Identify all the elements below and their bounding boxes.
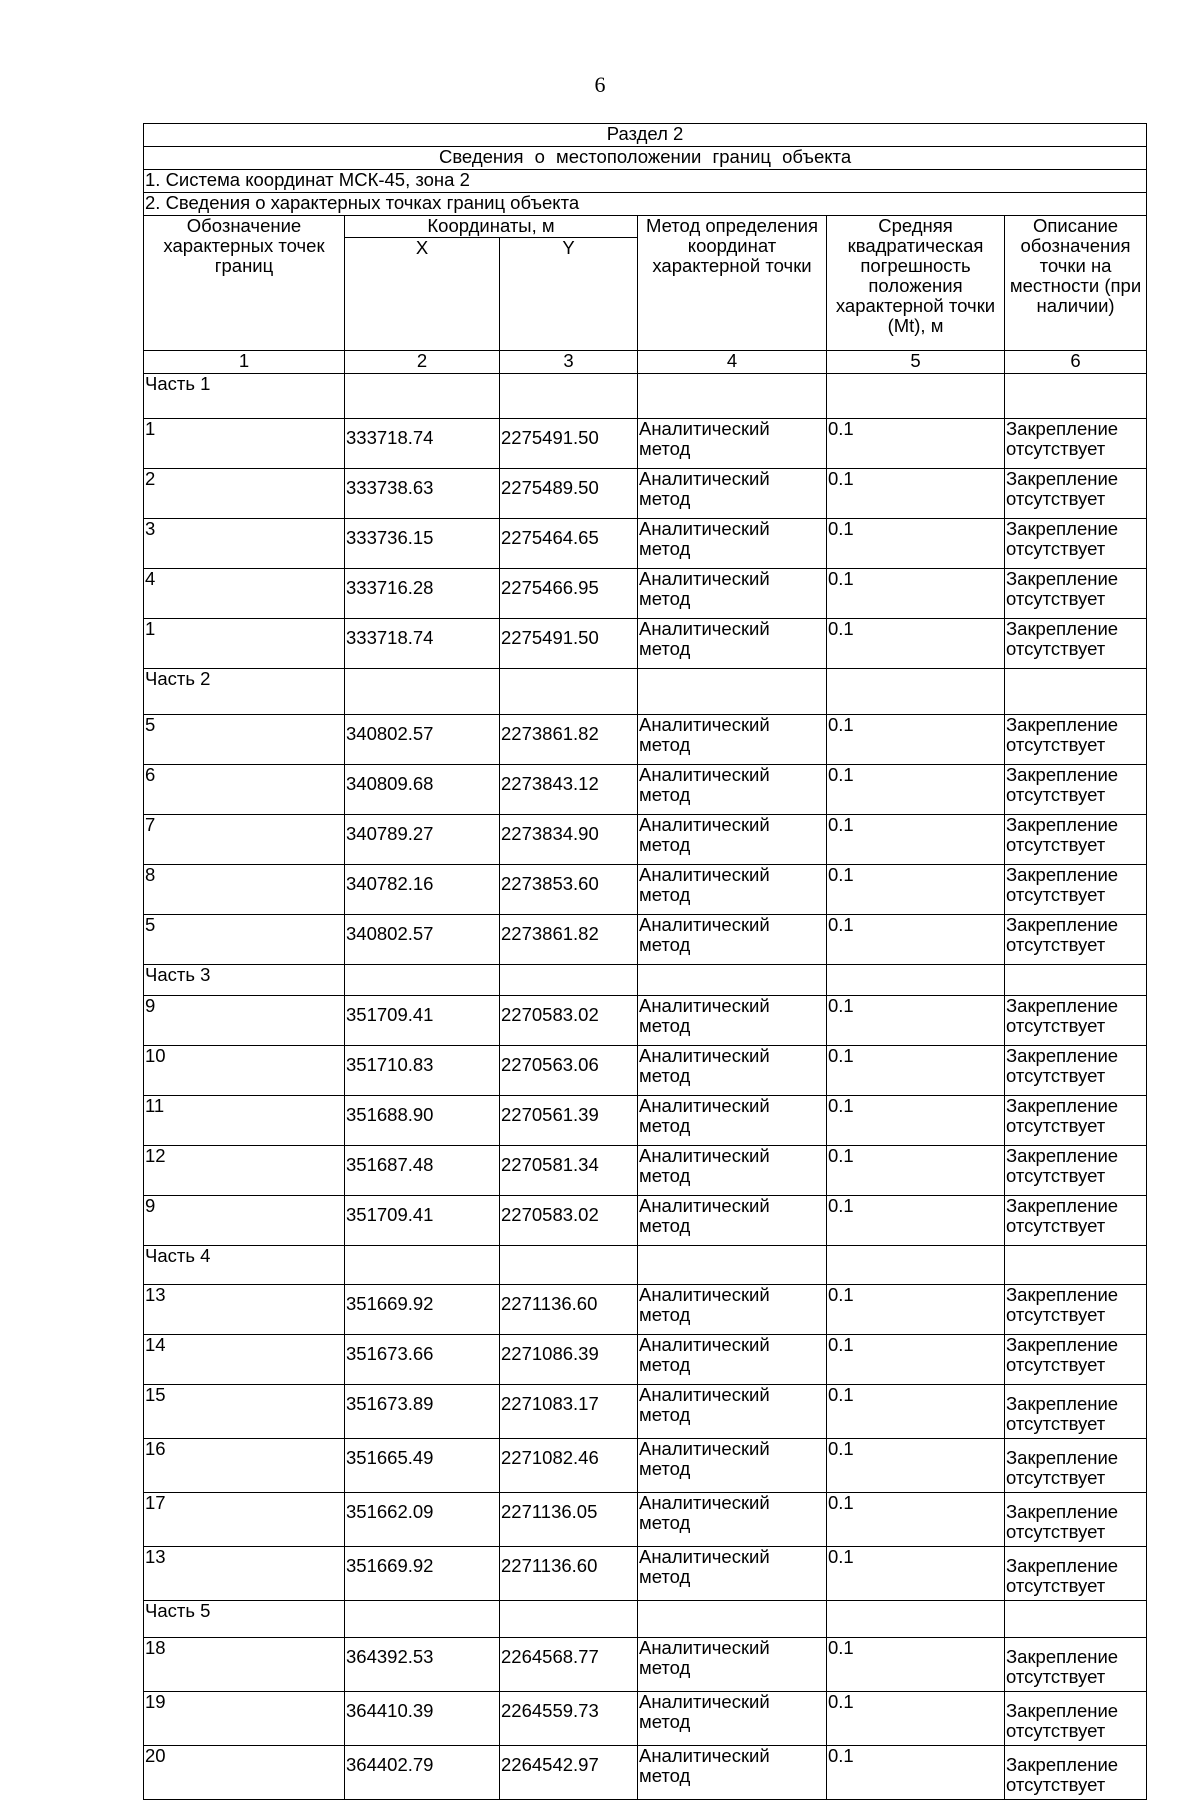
coordinate-x: 351669.92 [345, 1285, 500, 1335]
coordinate-y: 2271136.60 [500, 1285, 638, 1335]
table-row [144, 1096, 1147, 1146]
table-row [144, 1196, 1147, 1246]
point-number: 11 [144, 1096, 345, 1146]
accuracy-cell: 0.1 [827, 996, 1005, 1046]
method-cell: Аналитический метод [638, 765, 827, 815]
coordinate-y: 2275466.95 [500, 569, 638, 619]
section-title-row [144, 124, 1147, 147]
section-subtitle-row [144, 147, 1147, 170]
accuracy-cell: 0.1 [827, 1692, 1005, 1746]
accuracy-cell: 0.1 [827, 1196, 1005, 1246]
description-cell: Закрепление отсутствует [1005, 815, 1147, 865]
coordinate-y: 2275491.50 [500, 419, 638, 469]
header-method: Метод определения координат характерной точки [638, 216, 827, 351]
description-cell: Закрепление отсутствует [1005, 1385, 1147, 1439]
empty-cell [1005, 1246, 1147, 1285]
description-cell: Закрепление отсутствует [1005, 865, 1147, 915]
table-row [144, 1692, 1147, 1746]
header-row [144, 216, 1147, 238]
part-row [144, 1246, 1147, 1285]
coordinate-y: 2273853.60 [500, 865, 638, 915]
part-row [144, 1601, 1147, 1638]
part-label: Часть 1 [144, 374, 345, 419]
coordinate-y: 2273861.82 [500, 915, 638, 965]
method-cell: Аналитический метод [638, 1146, 827, 1196]
coordinate-x: 333736.15 [345, 519, 500, 569]
table-row [144, 915, 1147, 965]
empty-cell [500, 1601, 638, 1638]
accuracy-cell: 0.1 [827, 1746, 1005, 1800]
part-row [144, 669, 1147, 715]
coordinate-x: 340782.16 [345, 865, 500, 915]
table-row [144, 619, 1147, 669]
point-number: 20 [144, 1746, 345, 1800]
point-number: 15 [144, 1385, 345, 1439]
header-y: Y [500, 238, 638, 351]
empty-cell [500, 374, 638, 419]
point-number: 9 [144, 1196, 345, 1246]
coordinate-x: 351662.09 [345, 1493, 500, 1547]
method-cell: Аналитический метод [638, 815, 827, 865]
table-row [144, 815, 1147, 865]
description-cell: Закрепление отсутствует [1005, 1285, 1147, 1335]
part-label: Часть 4 [144, 1246, 345, 1285]
empty-cell [638, 374, 827, 419]
part-label: Часть 3 [144, 965, 345, 996]
method-cell: Аналитический метод [638, 519, 827, 569]
coordinate-x: 351709.41 [345, 996, 500, 1046]
coordinate-y: 2273834.90 [500, 815, 638, 865]
point-number: 2 [144, 469, 345, 519]
coordinate-y: 2270563.06 [500, 1046, 638, 1096]
empty-cell [827, 1246, 1005, 1285]
point-number: 1 [144, 619, 345, 669]
table-row [144, 765, 1147, 815]
description-cell: Закрепление отсутствует [1005, 996, 1147, 1046]
coordinate-y: 2275464.65 [500, 519, 638, 569]
column-number: 3 [500, 351, 638, 374]
accuracy-cell: 0.1 [827, 569, 1005, 619]
method-cell: Аналитический метод [638, 1638, 827, 1692]
table-row [144, 1146, 1147, 1196]
description-cell: Закрепление отсутствует [1005, 569, 1147, 619]
table-row [144, 865, 1147, 915]
empty-cell [827, 965, 1005, 996]
coordinate-y: 2270583.02 [500, 1196, 638, 1246]
header-designation: Обозначение характерных точек границ [144, 216, 345, 351]
accuracy-cell: 0.1 [827, 1046, 1005, 1096]
coordinate-y: 2271136.05 [500, 1493, 638, 1547]
accuracy-cell: 0.1 [827, 715, 1005, 765]
table-row [144, 1638, 1147, 1692]
description-cell: Закрепление отсутствует [1005, 1096, 1147, 1146]
empty-cell [500, 1246, 638, 1285]
description-cell: Закрепление отсутствует [1005, 1493, 1147, 1547]
header-description: Описание обозначения точки на местности (при наличии) [1005, 216, 1147, 351]
accuracy-cell: 0.1 [827, 1547, 1005, 1601]
point-number: 7 [144, 815, 345, 865]
description-cell: Закрепление отсутствует [1005, 419, 1147, 469]
accuracy-cell: 0.1 [827, 915, 1005, 965]
table-row [144, 469, 1147, 519]
coordinate-x: 364402.79 [345, 1746, 500, 1800]
point-number: 16 [144, 1439, 345, 1493]
description-cell: Закрепление отсутствует [1005, 1335, 1147, 1385]
method-cell: Аналитический метод [638, 469, 827, 519]
empty-cell [345, 1246, 500, 1285]
column-number: 4 [638, 351, 827, 374]
coordinate-y: 2271082.46 [500, 1439, 638, 1493]
method-cell: Аналитический метод [638, 1335, 827, 1385]
point-number: 14 [144, 1335, 345, 1385]
coordinate-x: 340802.57 [345, 915, 500, 965]
table-row [144, 1439, 1147, 1493]
coordinate-y: 2270561.39 [500, 1096, 638, 1146]
description-cell: Закрепление отсутствует [1005, 1746, 1147, 1800]
accuracy-cell: 0.1 [827, 1439, 1005, 1493]
points-title: 2. Сведения о характерных точках границ объекта [144, 193, 1147, 216]
point-number: 9 [144, 996, 345, 1046]
point-number: 3 [144, 519, 345, 569]
method-cell: Аналитический метод [638, 1493, 827, 1547]
empty-cell [1005, 669, 1147, 715]
header-x: X [345, 238, 500, 351]
empty-cell [1005, 374, 1147, 419]
coordinate-x: 351673.66 [345, 1335, 500, 1385]
method-cell: Аналитический метод [638, 1385, 827, 1439]
description-cell: Закрепление отсутствует [1005, 765, 1147, 815]
coordinate-x: 333716.28 [345, 569, 500, 619]
empty-cell [345, 374, 500, 419]
coordinate-x: 364410.39 [345, 1692, 500, 1746]
coordinate-x: 333718.74 [345, 619, 500, 669]
page-number: 6 [594, 72, 606, 97]
description-cell: Закрепление отсутствует [1005, 1046, 1147, 1096]
table-row [144, 1046, 1147, 1096]
description-cell: Закрепление отсутствует [1005, 715, 1147, 765]
point-number: 8 [144, 865, 345, 915]
coordinate-y: 2273861.82 [500, 715, 638, 765]
coordinate-y: 2270583.02 [500, 996, 638, 1046]
accuracy-cell: 0.1 [827, 1385, 1005, 1439]
coordinate-x: 351688.90 [345, 1096, 500, 1146]
header-coordinates: Координаты, м [345, 216, 638, 238]
description-cell: Закрепление отсутствует [1005, 1547, 1147, 1601]
point-number: 18 [144, 1638, 345, 1692]
column-number: 5 [827, 351, 1005, 374]
point-number: 13 [144, 1285, 345, 1335]
description-cell: Закрепление отсутствует [1005, 1146, 1147, 1196]
column-number: 6 [1005, 351, 1147, 374]
table-row [144, 1746, 1147, 1800]
empty-cell [638, 1601, 827, 1638]
method-cell: Аналитический метод [638, 1547, 827, 1601]
empty-cell [345, 965, 500, 996]
section-subtitle: Сведения о местоположении границ объекта [144, 147, 1147, 170]
point-number: 19 [144, 1692, 345, 1746]
empty-cell [1005, 1601, 1147, 1638]
method-cell: Аналитический метод [638, 1439, 827, 1493]
point-number: 13 [144, 1547, 345, 1601]
empty-cell [345, 669, 500, 715]
table-row [144, 1385, 1147, 1439]
part-row [144, 965, 1147, 996]
coordinate-x: 351665.49 [345, 1439, 500, 1493]
coordinate-y: 2275489.50 [500, 469, 638, 519]
coordinate-x: 351687.48 [345, 1146, 500, 1196]
description-cell: Закрепление отсутствует [1005, 1439, 1147, 1493]
points-title-row [144, 193, 1147, 216]
section-title: Раздел 2 [144, 124, 1147, 147]
point-number: 6 [144, 765, 345, 815]
description-cell: Закрепление отсутствует [1005, 1638, 1147, 1692]
accuracy-cell: 0.1 [827, 519, 1005, 569]
accuracy-cell: 0.1 [827, 1096, 1005, 1146]
coordinate-y: 2271083.17 [500, 1385, 638, 1439]
method-cell: Аналитический метод [638, 715, 827, 765]
coordinate-y: 2264568.77 [500, 1638, 638, 1692]
table-row [144, 1285, 1147, 1335]
accuracy-cell: 0.1 [827, 619, 1005, 669]
description-cell: Закрепление отсутствует [1005, 915, 1147, 965]
point-number: 5 [144, 915, 345, 965]
empty-cell [638, 669, 827, 715]
description-cell: Закрепление отсутствует [1005, 1196, 1147, 1246]
accuracy-cell: 0.1 [827, 1638, 1005, 1692]
coordinate-y: 2270581.34 [500, 1146, 638, 1196]
coordinate-x: 351709.41 [345, 1196, 500, 1246]
method-cell: Аналитический метод [638, 419, 827, 469]
empty-cell [500, 965, 638, 996]
empty-cell [827, 374, 1005, 419]
empty-cell [500, 669, 638, 715]
method-cell: Аналитический метод [638, 1046, 827, 1096]
accuracy-cell: 0.1 [827, 865, 1005, 915]
method-cell: Аналитический метод [638, 1746, 827, 1800]
point-number: 10 [144, 1046, 345, 1096]
method-cell: Аналитический метод [638, 1692, 827, 1746]
table-row [144, 715, 1147, 765]
coordinate-x: 340789.27 [345, 815, 500, 865]
point-number: 12 [144, 1146, 345, 1196]
method-cell: Аналитический метод [638, 996, 827, 1046]
coordinate-x: 351673.89 [345, 1385, 500, 1439]
part-label: Часть 5 [144, 1601, 345, 1638]
empty-cell [1005, 965, 1147, 996]
table-row [144, 569, 1147, 619]
column-numbers-row [144, 351, 1147, 374]
coordinate-system-row [144, 170, 1147, 193]
coordinate-system: 1. Система координат МСК-45, зона 2 [144, 170, 1147, 193]
point-number: 1 [144, 419, 345, 469]
accuracy-cell: 0.1 [827, 1493, 1005, 1547]
point-number: 17 [144, 1493, 345, 1547]
coordinate-y: 2271136.60 [500, 1547, 638, 1601]
method-cell: Аналитический метод [638, 1285, 827, 1335]
part-label: Часть 2 [144, 669, 345, 715]
coordinate-x: 340802.57 [345, 715, 500, 765]
method-cell: Аналитический метод [638, 865, 827, 915]
empty-cell [827, 1601, 1005, 1638]
accuracy-cell: 0.1 [827, 765, 1005, 815]
accuracy-cell: 0.1 [827, 815, 1005, 865]
coordinate-x: 333738.63 [345, 469, 500, 519]
coordinate-x: 333718.74 [345, 419, 500, 469]
accuracy-cell: 0.1 [827, 1146, 1005, 1196]
description-cell: Закрепление отсутствует [1005, 469, 1147, 519]
table-row [144, 419, 1147, 469]
coordinate-x: 364392.53 [345, 1638, 500, 1692]
coordinate-y: 2271086.39 [500, 1335, 638, 1385]
table-row [144, 996, 1147, 1046]
accuracy-cell: 0.1 [827, 1335, 1005, 1385]
accuracy-cell: 0.1 [827, 1285, 1005, 1335]
method-cell: Аналитический метод [638, 619, 827, 669]
column-number: 2 [345, 351, 500, 374]
empty-cell [638, 1246, 827, 1285]
header-accuracy: Средняя квадратическая погрешность положения характерной точки (Mt), м [827, 216, 1005, 351]
description-cell: Закрепление отсутствует [1005, 1692, 1147, 1746]
description-cell: Закрепление отсутствует [1005, 619, 1147, 669]
coordinate-y: 2264542.97 [500, 1746, 638, 1800]
table-row [144, 1547, 1147, 1601]
empty-cell [638, 965, 827, 996]
column-number: 1 [144, 351, 345, 374]
accuracy-cell: 0.1 [827, 469, 1005, 519]
empty-cell [827, 669, 1005, 715]
point-number: 5 [144, 715, 345, 765]
method-cell: Аналитический метод [638, 1096, 827, 1146]
part-row [144, 374, 1147, 419]
point-number: 4 [144, 569, 345, 619]
boundary-points-table [143, 123, 1147, 1800]
coordinate-x: 351669.92 [345, 1547, 500, 1601]
table-row [144, 519, 1147, 569]
empty-cell [345, 1601, 500, 1638]
table-row [144, 1335, 1147, 1385]
method-cell: Аналитический метод [638, 1196, 827, 1246]
table-row [144, 1493, 1147, 1547]
coordinate-x: 340809.68 [345, 765, 500, 815]
coordinate-y: 2264559.73 [500, 1692, 638, 1746]
description-cell: Закрепление отсутствует [1005, 519, 1147, 569]
method-cell: Аналитический метод [638, 569, 827, 619]
coordinate-y: 2273843.12 [500, 765, 638, 815]
coordinate-y: 2275491.50 [500, 619, 638, 669]
accuracy-cell: 0.1 [827, 419, 1005, 469]
method-cell: Аналитический метод [638, 915, 827, 965]
coordinate-x: 351710.83 [345, 1046, 500, 1096]
